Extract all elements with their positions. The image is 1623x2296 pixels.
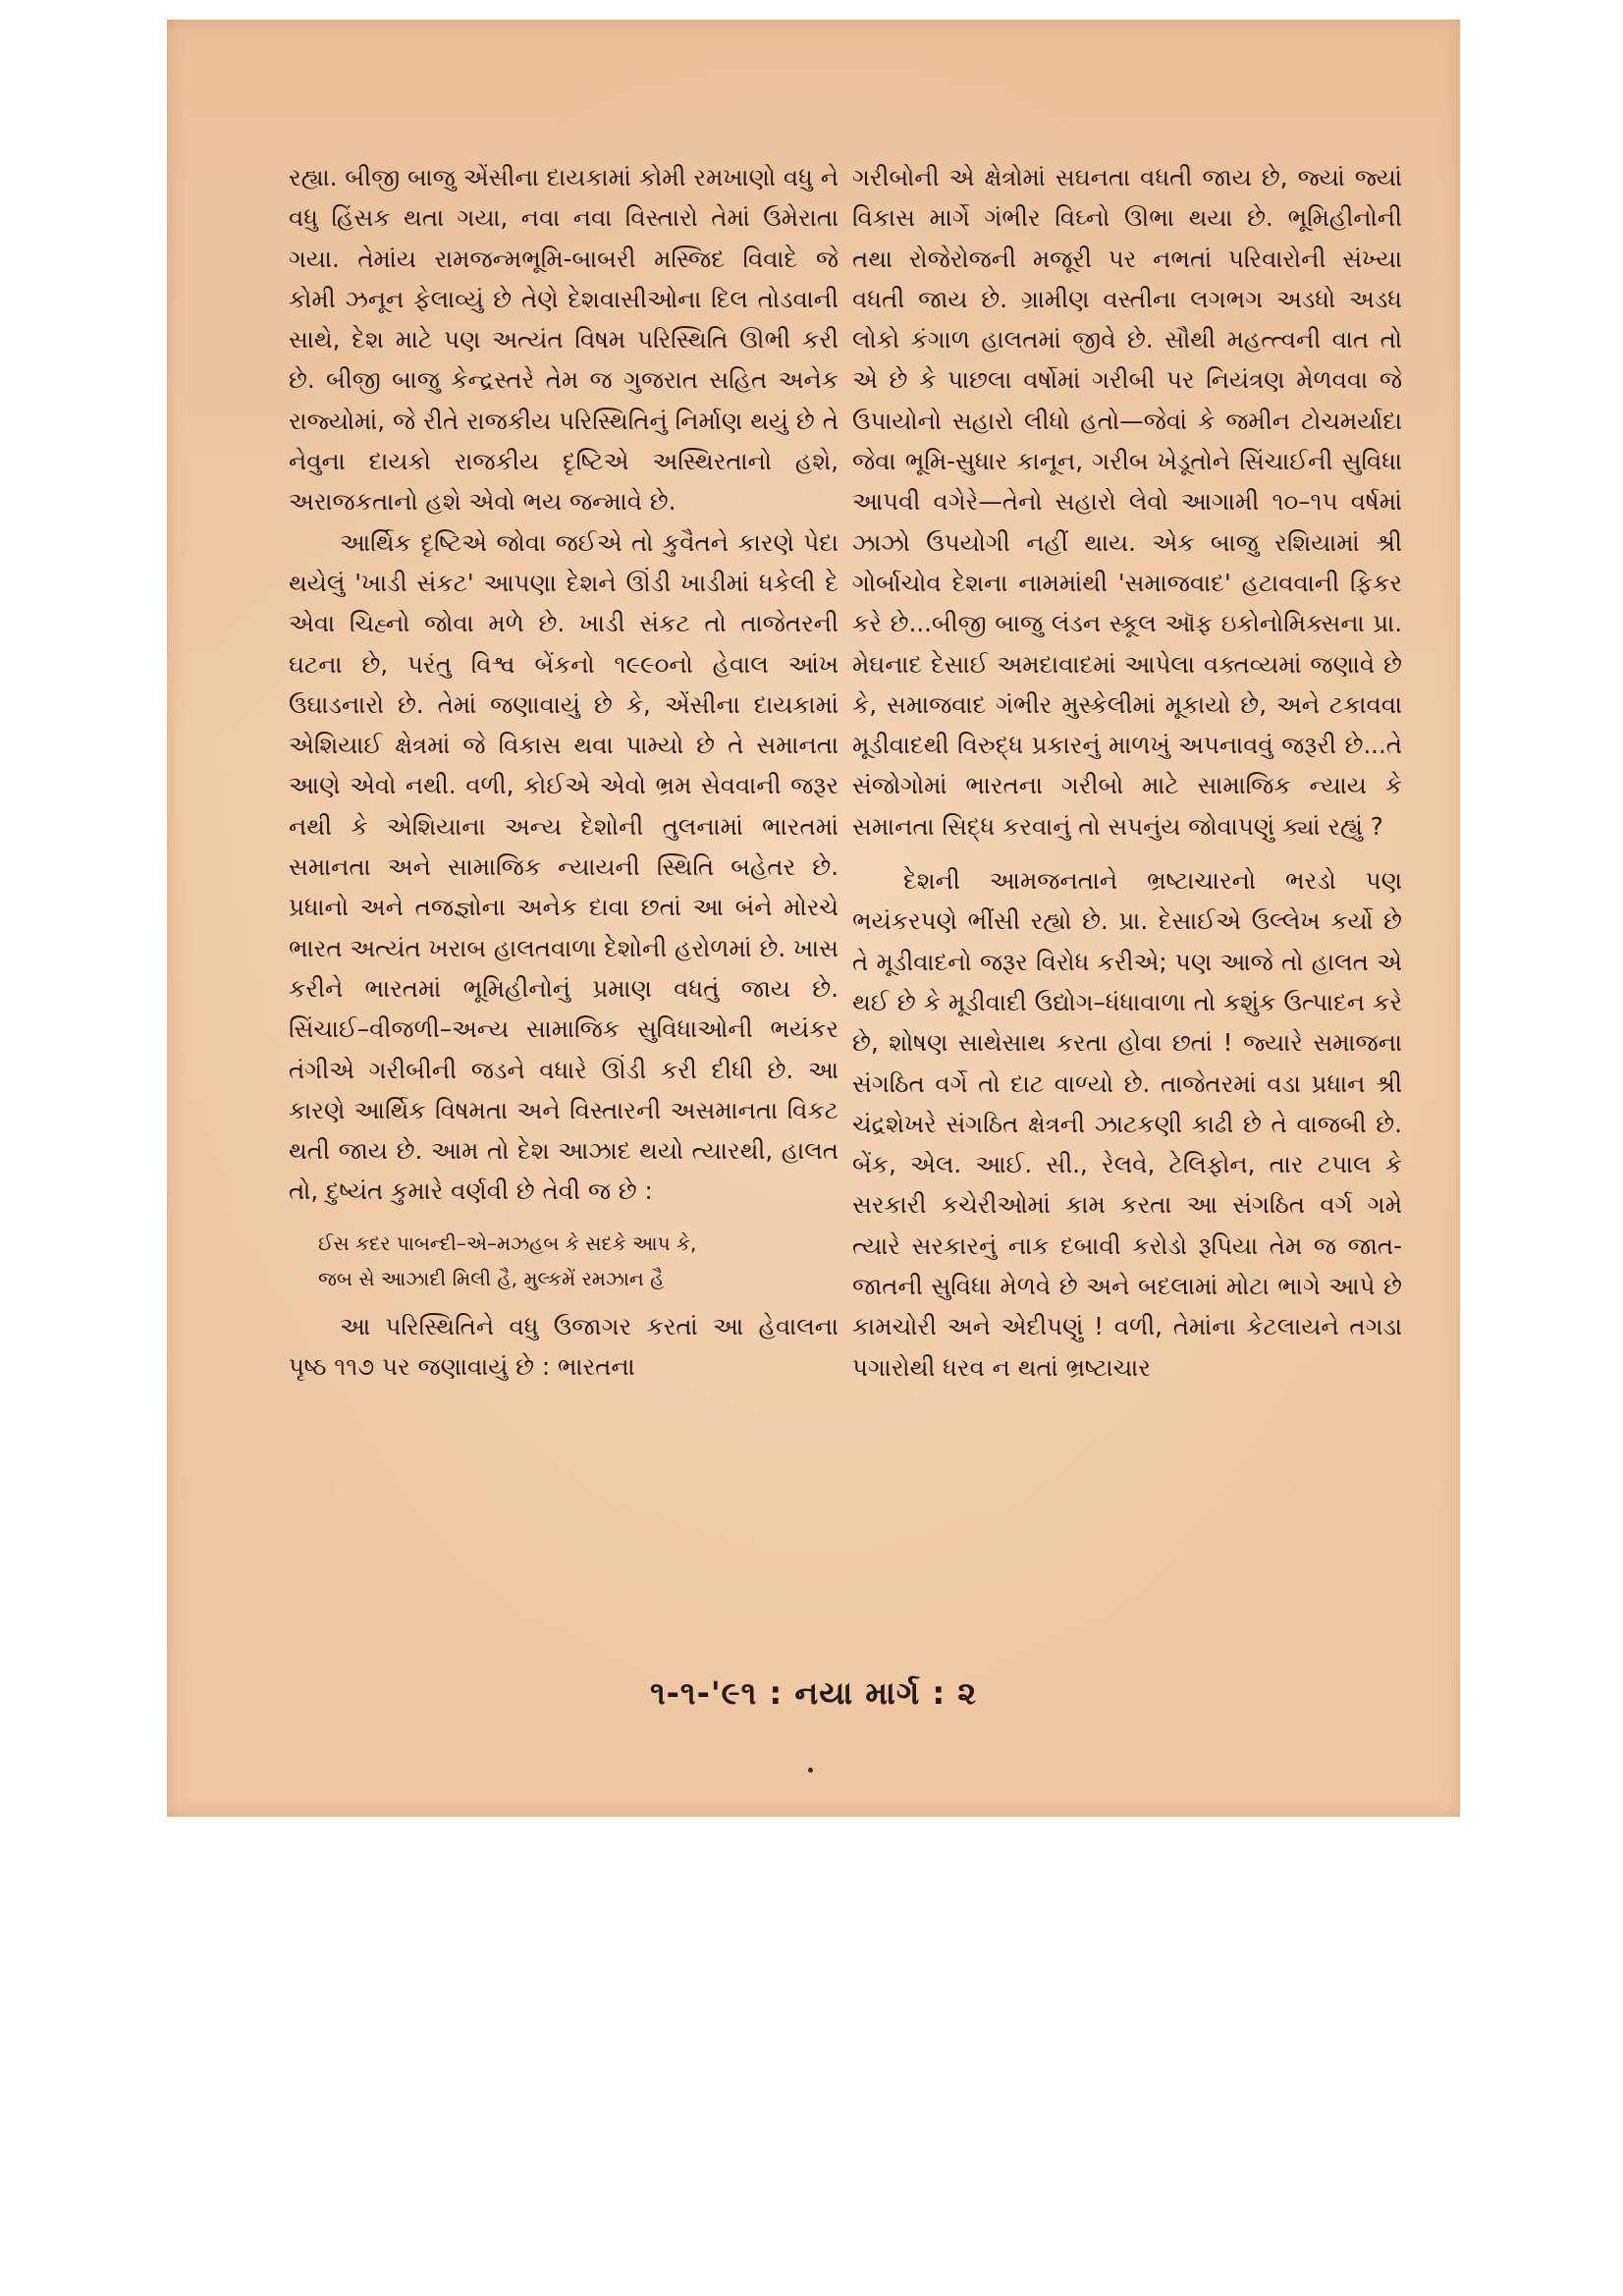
- magazine-page: [167, 20, 1460, 1817]
- page-footer: ૧-૧-'૯૧ : નયા માર્ગ : ૨: [649, 1674, 978, 1712]
- paragraph: ગરીબોની એ ક્ષેત્રોમાં સઘનતા વધતી જાય છે, જ્યાં જ્યાં વિકાસ માર્ગે ગંભીર વિઘ્નો ઊભા થયા છે. ભૂમિહીનોની તથા રોજેરોજની મજૂરી પર નભતાં પરિવારોની સંખ્યા વધતી જાય છે. ગ્રામીણ વસ્તીના લગભગ અડધો અડધ લોકો કંગાળ હાલતમાં જીવે છે. સૌથી મહત્ત્વની વાત તો એ છે કે પાછલા વર્ષોમાં ગરીબી પર નિયંત્રણ મેળવવા જે ઉપાયોનો સહારો લીધો હતો—જેવાં કે જમીન ટોચમર્યાદા જેવા ભૂમિ-સુધાર કાનૂન, ગરીબ ખેડૂતોને સિંચાઈની સુવિધા આપવી વગેરે—તેનો સહારો લેવો આગામી ૧૦–૧૫ વર્ષમાં ઝાઝો ઉપયોગી નહીં થાય. એક બાજુ રશિયામાં શ્રી ગોર્બાચોવ દેશના નામમાંથી 'સમાજવાદ' હટાવવાની ફિકર કરે છે...બીજી બાજુ લંડન સ્કૂલ ઑફ ઇકોનોમિક્સના પ્રા. મેઘનાદ દેસાઈ અમદાવાદમાં આપેલા વક્તવ્યમાં જણાવે છે કે, સમાજવાદ ગંભીર મુસ્કેલીમાં મૂકાયો છે, અને ટકાવવા મૂડીવાદથી વિરુદ્ધ પ્રકારનું માળખું અપનાવવું જરૂરી છે...તે સંજોગોમાં ભારતના ગરીબો માટે સામાજિક ન્યાય કે સમાનતા સિદ્ધ કરવાનું તો સપનુંય જોવાપણું ક્યાં રહ્યું ?: [852, 163, 1402, 841]
- paragraph: આ પરિસ્થિતિને વધુ ઉજાગર કરતાં આ હેવાલના પૃષ્ઠ ૧૧૭ પર જણાવાયું છે : ભારતના: [289, 1311, 839, 1382]
- paragraph: દેશની આમજનતાને ભ્રષ્ટાચારનો ભરડો પણ ભયંકરપણે ભીંસી રહ્યો છે. પ્રા. દેસાઈએ ઉલ્લેખ કર્યો છે તે મૂડીવાદનો જરૂર વિરોધ કરીએ; પણ આજે તો હાલત એ થઈ છે કે મૂડીવાદી ઉદ્યોગ–ધંધાવાળા તો કશુંક ઉત્પાદન કરે છે, શોષણ સાથેસાથ કરતા હોવા છતાં ! જ્યારે સમાજના સંગઠિત વર્ગે તો દાટ વાળ્યો છે. તાજેતરમાં વડા પ્રધાન શ્રી ચંદ્રશેખરે સંગઠિત ક્ષેત્રની ઝાટકણી કાઢી છે તે વાજબી છે. બેંક, એલ. આઈ. સી., રેલવે, ટેલિફોન, તાર ટપાલ કે સરકારી કચેરીઓમાં કામ કરતા આ સંગઠિત વર્ગ ગમે ત્યારે સરકારનું નાક દબાવી કરોડો રૂપિયા તેમ જ જાત-જાતની સુવિધા મેળવે છે અને બદલામાં મોટા ભાગે આપે છે કામચોરી અને એદીપણું ! વળી, તેમાંના કેટલાયને તગડા પગારોથી ધરવ ન થતાં ભ્રષ્ટાચાર: [852, 866, 1402, 1382]
- poem-quote: [318, 1226, 839, 1296]
- poem-line: જબ સે આઝાદી મિલી હૈ, મુલ્કમેં રમઝાન હૈ: [318, 1266, 665, 1290]
- right-column: [852, 157, 1402, 1388]
- poem-line: ઈસ કદર પાબન્દી–એ–મઝહબ કે સદકે આપ કે,: [318, 1230, 697, 1255]
- paragraph: રહ્યા. બીજી બાજુ એંસીના દાયકામાં કોમી રમખાણો વધુ ને વધુ હિંસક થતા ગયા, નવા નવા વિસ્તારો તેમાં ઉમેરાતા ગયા. તેમાંય રામજન્મભૂમિ-બાબરી મસ્જિદ વિવાદે જે કોમી ઝનૂન ફેલાવ્યું છે તેણે દેશવાસીઓના દિલ તોડવાની સાથે, દેશ માટે પણ અત્યંત વિષમ પરિસ્થિતિ ઊભી કરી છે. બીજી બાજુ કેન્દ્રસ્તરે તેમ જ ગુજરાત સહિત અનેક રાજ્યોમાં, જે રીતે રાજકીય પરિસ્થિતિનું નિર્માણ થયું છે તે નેવુના દાયકો રાજકીય દૃષ્ટિએ અસ્થિરતાનો હશે, અરાજકતાનો હશે એવો ભય જન્માવે છે.: [289, 163, 839, 517]
- left-column: [289, 157, 839, 1387]
- paragraph: આર્થિક દૃષ્ટિએ જોવા જઈએ તો કુવૈતને કારણે પેદા થયેલું 'ખાડી સંકટ' આપણા દેશને ઊંડી ખાડીમાં ધકેલી દે એવા ચિહ્નો જોવા મળે છે. ખાડી સંકટ તો તાજેતરની ઘટના છે, પરંતુ વિશ્વ બેંકનો ૧૯૯૦નો હેવાલ આંખ ઉઘાડનારો છે. તેમાં જણાવાયું છે કે, એંસીના દાયકામાં એશિયાઈ ક્ષેત્રમાં જે વિકાસ થવા પામ્યો છે તે સમાનતા આણે એવો નથી. વળી, કોઈએ એવો ભ્રમ સેવવાની જરૂર નથી કે એશિયાના અન્ય દેશોની તુલનામાં ભારતમાં સમાનતા અને સામાજિક ન્યાયની સ્થિતિ બહેતર છે. પ્રધાનો અને તજજ્ઞોના અનેક દાવા છતાં આ બંને મોરચે ભારત અત્યંત ખરાબ હાલતવાળા દેશોની હરોળમાં છે. ખાસ કરીને ભારતમાં ભૂમિહીનોનું પ્રમાણ વધતું જાય છે. સિંચાઈ–વીજળી–અન્ય સામાજિક સુવિધાઓની ભયંકર તંગીએ ગરીબીની જડને વધારે ઊંડી કરી દીધી છે. આ કારણે આર્થિક વિષમતા અને વિસ્તારની અસમાનતા વિકટ થતી જાય છે. આમ તો દેશ આઝાદ થયો ત્યારથી, હાલત તો, દુષ્યંત કુમારે વર્ણવી છે તેવી જ છે :: [289, 527, 839, 1206]
- print-speck: [808, 1768, 813, 1773]
